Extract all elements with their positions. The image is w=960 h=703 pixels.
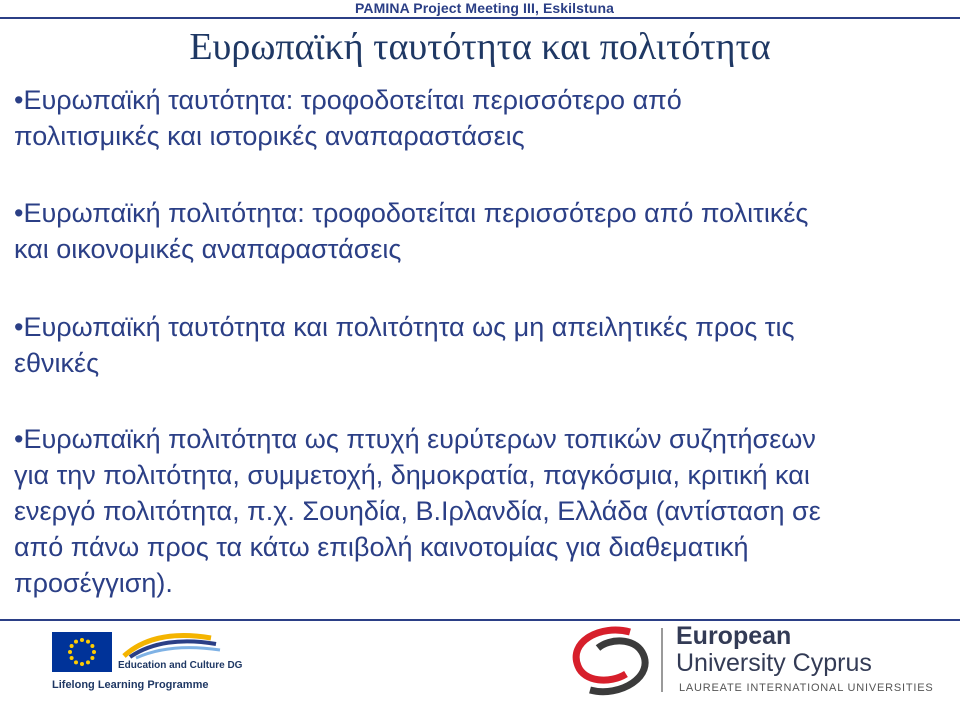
university-name-line2: University Cyprus [676,649,872,677]
bullet-item: •Ευρωπαϊκή ταυτότητα και πολιτότητα ως μη απειλητικές προς τις εθνικές [14,312,795,378]
slide-header [0,0,960,18]
header-divider [0,17,960,19]
footer-divider [0,619,960,621]
european-university-cyprus-emblem-icon [560,624,660,698]
university-tagline: LAUREATE INTERNATIONAL UNIVERSITIES [679,682,934,694]
education-culture-label: Education and Culture DG [118,660,243,671]
university-name-line1: European [676,622,792,650]
logo-divider [661,628,663,692]
eu-flag-icon [52,632,112,672]
slide-title: Ευρωπαϊκή ταυτότητα και πολιτότητα [189,26,771,68]
lifelong-learning-label: Lifelong Learning Programme [52,679,209,691]
bullet-item: •Ευρωπαϊκή ταυτότητα: τροφοδοτείται περισσότερο από πολιτισμικές και ιστορικές αναπαραστάσεις [14,85,682,151]
meeting-label: PAMINA Project Meeting III, Eskilstuna [355,0,614,16]
bullet-item: •Ευρωπαϊκή πολιτότητα: τροφοδοτείται περισσότερο από πολιτικές και οικονομικές αναπαραστάσεις [14,198,809,264]
bullet-item: •Ευρωπαϊκή πολιτότητα ως πτυχή ευρύτερων τοπικών συζητήσεων για την πολιτότητα, συμμετοχή, δημοκρατία, παγκόσμια, κριτική και ενεργό πολιτότητα, π.χ. Σουηδία, Β.Ιρλανδία, Ελλάδα (αντίσταση σε από πάνω προς τα κάτω επιβολή καινοτομίας για διαθεματική προσέγγιση). [14,424,821,598]
